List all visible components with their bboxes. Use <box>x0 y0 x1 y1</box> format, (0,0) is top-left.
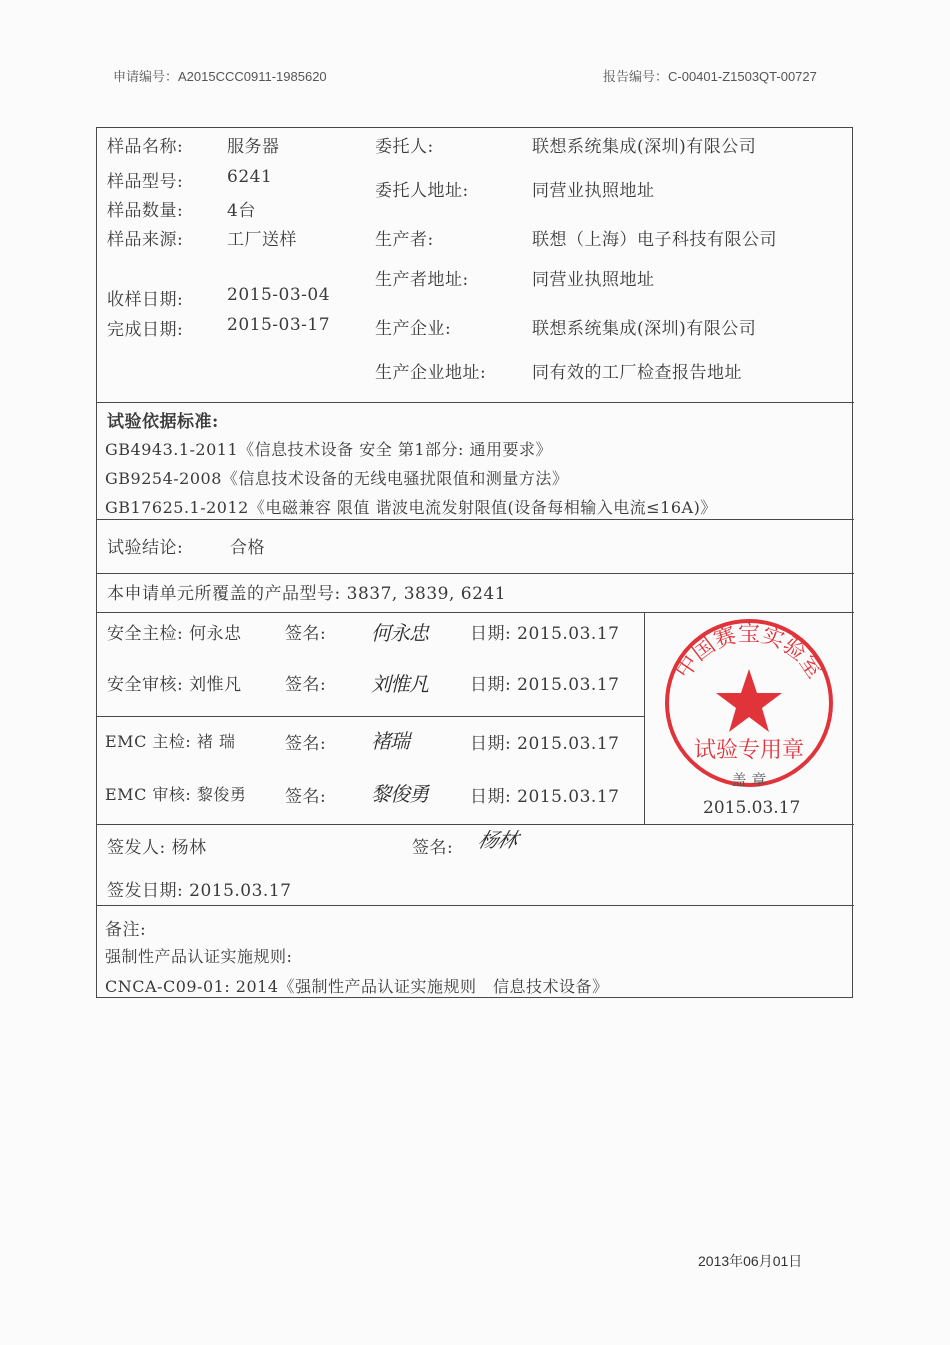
client-label: 委托人: <box>375 137 434 157</box>
signature-image: 黎俊勇 <box>371 782 428 806</box>
seal-star-icon <box>716 669 782 732</box>
application-number: 申请编号：A2015CCC0911-1985620 <box>113 69 327 84</box>
factory: 联想系统集成(深圳)有限公司 <box>532 319 757 339</box>
factory-label: 生产企业: <box>375 319 452 339</box>
seal-date: 2015.03.17 <box>703 798 801 818</box>
sample-source-label: 样品来源: <box>107 230 184 250</box>
sample-name-label: 样品名称: <box>107 137 184 157</box>
received-date-label: 收样日期: <box>107 290 184 310</box>
producer-address-label: 生产者地址: <box>375 270 469 290</box>
remarks-title: 备注: <box>105 920 147 940</box>
client-address: 同营业执照地址 <box>532 181 655 201</box>
safety-inspector: 安全主检: 何永忠 <box>107 624 242 644</box>
standard-item: GB4943.1-2011《信息技术设备 安全 第1部分: 通用要求》 <box>105 440 552 459</box>
sample-name: 服务器 <box>227 137 280 157</box>
safety-reviewer: 安全审核: 刘惟凡 <box>107 675 242 695</box>
sample-model: 6241 <box>227 167 273 187</box>
report-table <box>96 127 853 998</box>
issue-date: 签发日期: 2015.03.17 <box>107 881 292 901</box>
sign-label: 签名: <box>285 787 327 807</box>
seal-note-text: 盖 章 <box>731 771 767 789</box>
received-date: 2015-03-04 <box>227 285 331 305</box>
producer-address: 同营业执照地址 <box>532 270 655 290</box>
standards-title: 试验依据标准: <box>107 412 219 432</box>
emc-inspector: EMC 主检: 褚 瑞 <box>105 732 236 751</box>
completed-date-label: 完成日期: <box>107 320 184 340</box>
producer-label: 生产者: <box>375 230 434 250</box>
row-divider <box>97 824 854 825</box>
issuer-sign-label: 签名: <box>412 838 454 858</box>
seal-column-divider <box>644 612 645 824</box>
client: 联想系统集成(深圳)有限公司 <box>532 137 757 157</box>
signature-image: 何永忠 <box>371 621 428 645</box>
report-number: 报告编号：C-00401-Z1503QT-00727 <box>603 69 817 84</box>
row-divider <box>97 573 854 574</box>
approval-date: 日期: 2015.03.17 <box>470 624 620 644</box>
sample-source: 工厂送样 <box>227 230 297 250</box>
approval-date: 日期: 2015.03.17 <box>470 787 620 807</box>
producer: 联想（上海）电子科技有限公司 <box>532 230 777 250</box>
approval-date: 日期: 2015.03.17 <box>470 675 620 695</box>
emc-reviewer: EMC 审核: 黎俊勇 <box>105 785 247 804</box>
factory-address: 同有效的工厂检查报告地址 <box>532 363 742 383</box>
seal-org-text: 中国赛宝实验室 <box>670 622 828 684</box>
sign-label: 签名: <box>285 675 327 695</box>
issuer: 签发人: 杨林 <box>107 838 207 858</box>
footer-date: 2013年06月01日 <box>698 1253 803 1269</box>
standard-item: GB17625.1-2012《电磁兼容 限值 谐波电流发射限值(设备每相输入电流≤16A)》 <box>105 498 717 517</box>
factory-address-label: 生产企业地址: <box>375 363 487 383</box>
row-divider <box>97 612 854 613</box>
row-divider <box>97 519 854 520</box>
remarks-line: CNCA-C09-01: 2014《强制性产品认证实施规则 信息技术设备》 <box>105 977 609 996</box>
sample-quantity-label: 样品数量: <box>107 201 184 221</box>
approval-date: 日期: 2015.03.17 <box>470 734 620 754</box>
lab-seal <box>657 615 841 799</box>
sign-label: 签名: <box>285 624 327 644</box>
row-divider <box>97 905 854 906</box>
row-divider <box>97 402 854 403</box>
covered-models: 本申请单元所覆盖的产品型号: 3837, 3839, 6241 <box>107 584 507 604</box>
seal-purpose-text: 试验专用章 <box>693 738 805 763</box>
client-address-label: 委托人地址: <box>375 181 469 201</box>
completed-date: 2015-03-17 <box>227 315 331 335</box>
conclusion-value: 合格 <box>230 538 265 558</box>
signature-image: 刘惟凡 <box>371 672 428 696</box>
standard-item: GB9254-2008《信息技术设备的无线电骚扰限值和测量方法》 <box>105 469 569 488</box>
remarks-line: 强制性产品认证实施规则: <box>105 947 293 966</box>
sample-quantity: 4台 <box>227 201 256 221</box>
sign-label: 签名: <box>285 734 327 754</box>
signature-image: 褚瑞 <box>371 729 409 753</box>
sample-model-label: 样品型号: <box>107 172 184 192</box>
issuer-signature-image: 杨林 <box>475 828 520 852</box>
conclusion-label: 试验结论: <box>107 538 184 558</box>
row-divider <box>97 716 645 717</box>
